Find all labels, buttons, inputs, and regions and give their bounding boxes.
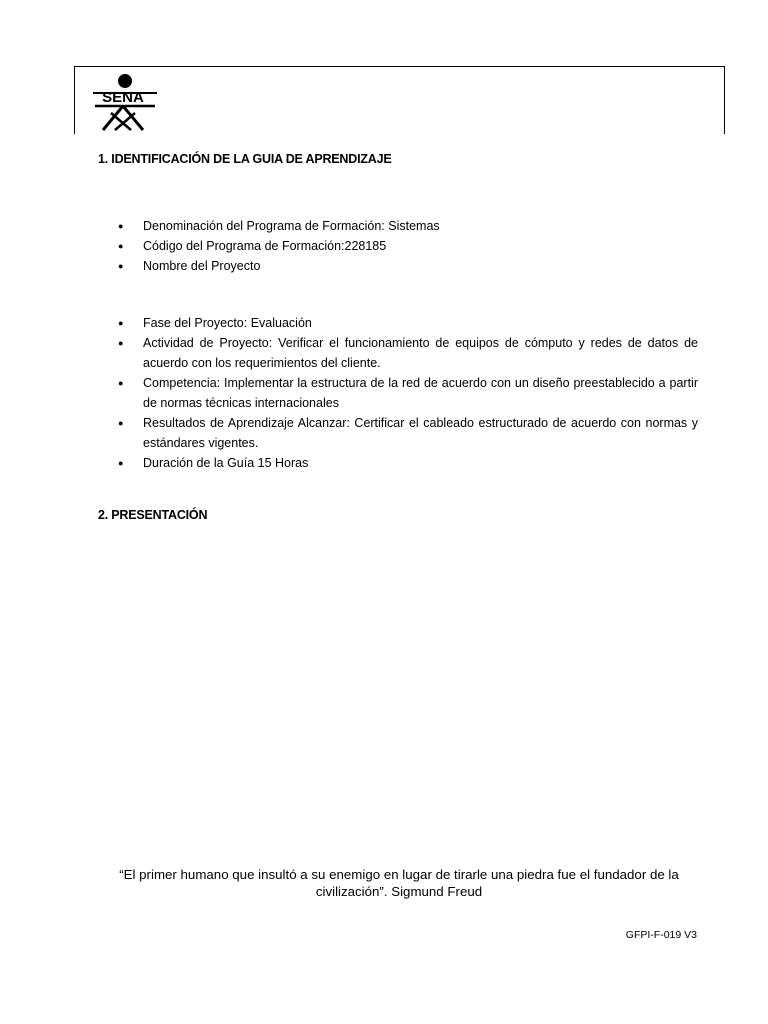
identification-list-2 xyxy=(118,313,698,473)
freud-quote: “El primer humano que insultó a su enemigo en lugar de tirarle una piedra fue el fundador de la civilización”. Sigmund Freud xyxy=(119,867,679,899)
list-item: ● Nombre del Proyecto xyxy=(118,256,698,276)
identification-list-1 xyxy=(118,216,698,276)
list-item: ● Competencia: Implementar la estructura de la red de acuerdo con un diseño preestablecido a partir de normas técnicas internacionales xyxy=(118,373,698,413)
list-item: ● Actividad de Proyecto: Verificar el funcionamiento de equipos de cómputo y redes de datos de acuerdo con los requerimientos del cliente. xyxy=(118,333,698,373)
document-header xyxy=(74,66,725,134)
list-item: ● Duración de la Guía 15 Horas xyxy=(118,453,698,473)
logo-text: SENA xyxy=(102,89,144,106)
sena-logo xyxy=(87,73,159,133)
list-item: ● Resultados de Aprendizaje Alcanzar: Certificar el cableado estructurado de acuerdo con normas y estándares vigentes. xyxy=(118,413,698,453)
list-item: ● Fase del Proyecto: Evaluación xyxy=(118,313,698,333)
section-heading-identification: 1. IDENTIFICACIÓN DE LA GUIA DE APRENDIZAJE xyxy=(98,152,392,166)
form-code: GFPI-F-019 V3 xyxy=(625,929,697,941)
list-item: ● Denominación del Programa de Formación: Sistemas xyxy=(118,216,698,236)
list-item: ● Código del Programa de Formación:228185 xyxy=(118,236,698,256)
section-heading-presentation: 2. PRESENTACIÓN xyxy=(98,508,208,522)
